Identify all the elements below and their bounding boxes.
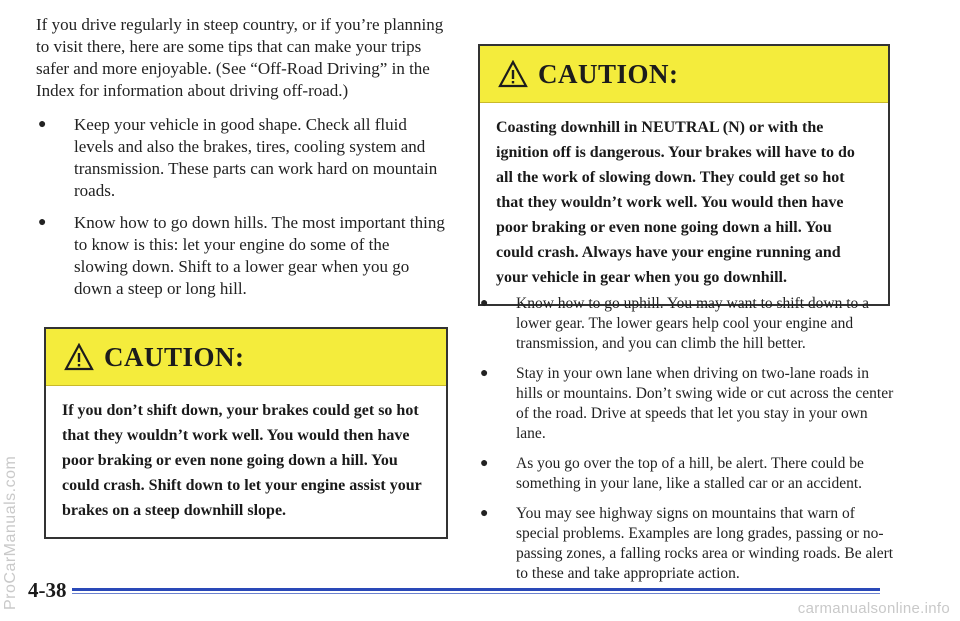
list-item-text: You may see highway signs on mountains that warn of special problems. Examples are long grades, passing or no-passing zones, a falling rocks area or winding roads. Be alert to these and take appropriate action. <box>516 505 894 582</box>
left-column <box>36 14 446 310</box>
footer-divider <box>72 588 880 591</box>
caution-text: If you don’t shift down, your brakes could get so hot that they wouldn’t work well. You would then have poor braking or even none going down a hill. You could crash. Shift down to let your engine assist your brakes on a steep downhill slope. <box>62 402 422 519</box>
list-item-text: Know how to go down hills. The most important thing to know is this: let your engine do some of the slowing down. Shift to a lower gear when you go down a steep or long hill. <box>74 213 445 298</box>
footer-divider-thin <box>72 593 880 594</box>
bullet-icon: ● <box>480 456 489 471</box>
right-column <box>478 294 898 594</box>
caution-text: Coasting downhill in NEUTRAL (N) or with the ignition off is dangerous. Your brakes will have to do all the work of slowing down. They could get so hot that they wouldn’t work well. You would then have poor braking or even none going down a hill. You could crash. Always have your engine running and your vehicle in gear when you go downhill. <box>496 119 855 286</box>
caution-title: CAUTION: <box>538 58 679 89</box>
bullet-icon: ● <box>38 117 47 132</box>
caution-header <box>480 46 888 103</box>
list-item-text: As you go over the top of a hill, be alert. There could be something in your lane, like a stalled car or an accident. <box>516 455 864 492</box>
list-item <box>478 504 898 584</box>
bullet-icon: ● <box>480 366 489 381</box>
caution-box-downhill-shift <box>44 327 448 539</box>
list-item <box>478 454 898 494</box>
warning-triangle-icon <box>64 343 94 371</box>
side-watermark: ProCarManuals.com <box>2 455 19 610</box>
caution-header <box>46 329 446 386</box>
list-item-text: Know how to go uphill. You may want to shift down to a lower gear. The lower gears help cool your engine and transmission, and you can climb the hill better. <box>516 295 870 352</box>
intro-paragraph: If you drive regularly in steep country, or if you’re planning to visit there, here are some tips that can make your trips safer and more enjoyable. (See “Off-Road Driving” in the Index for information about driving off-road.) <box>36 15 444 100</box>
page-number: 4-38 <box>28 578 67 602</box>
caution-box-coasting <box>478 44 890 306</box>
list-item <box>478 294 898 354</box>
list-item <box>478 364 898 444</box>
caution-title: CAUTION: <box>104 341 245 372</box>
list-item <box>36 114 446 202</box>
warning-triangle-icon <box>498 60 528 88</box>
bullet-icon: ● <box>480 506 489 521</box>
list-item-text: Stay in your own lane when driving on two-lane roads in hills or mountains. Don’t swing wide or cut across the center of the road. Drive at speeds that let you stay in your own lane. <box>516 365 894 442</box>
bullet-icon: ● <box>38 215 47 230</box>
bottom-watermark: carmanualsonline.info <box>797 600 950 617</box>
bullet-icon: ● <box>480 296 489 311</box>
list-item <box>36 212 446 300</box>
list-item-text: Keep your vehicle in good shape. Check all fluid levels and also the brakes, tires, cooling system and transmission. These parts can work hard on mountain roads. <box>74 115 438 200</box>
